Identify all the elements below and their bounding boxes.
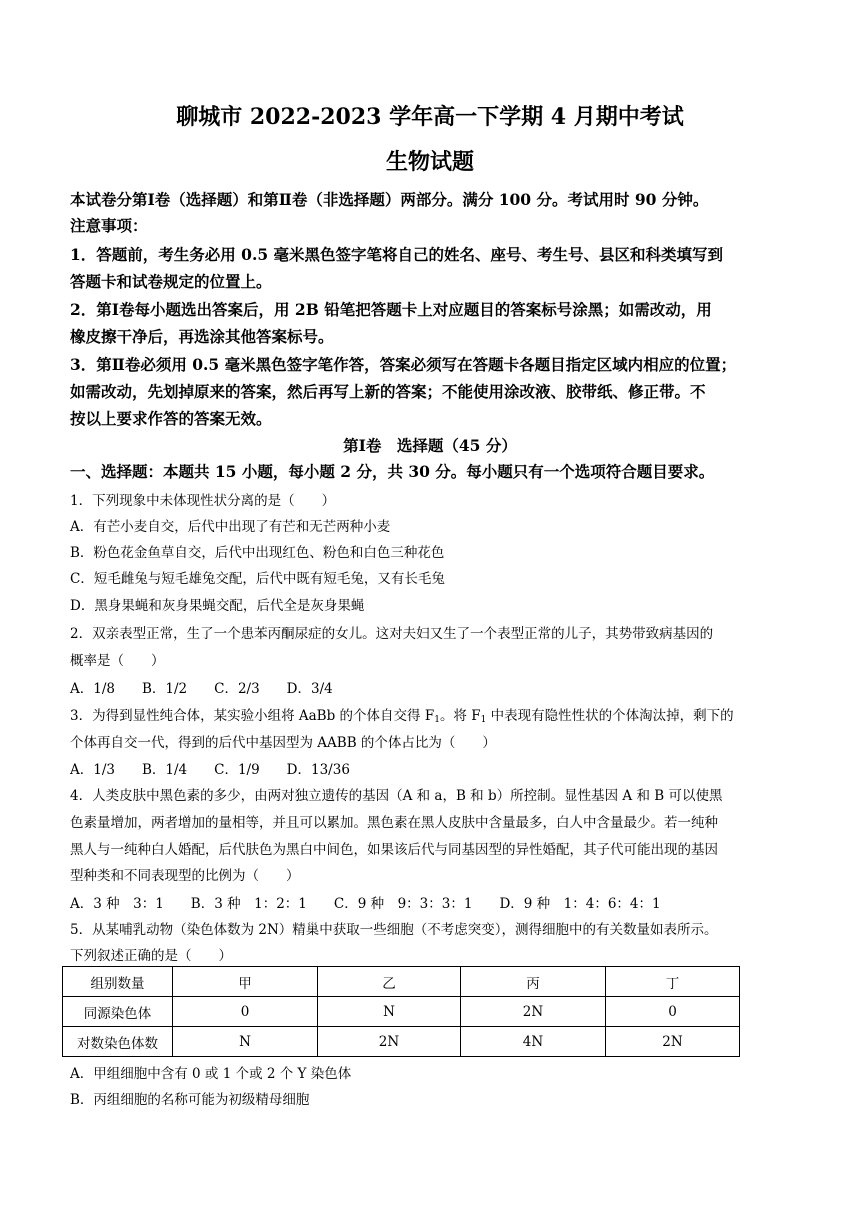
notice-2: 2．第Ⅰ卷每小题选出答案后，用 2B 铅笔把答题卡上对应题目的答案标号涂黑；如需改动，用: [70, 300, 712, 319]
question-1-option-c: C．短毛雌兔与短毛雄兔交配，后代中既有短毛兔，又有长毛兔: [70, 571, 445, 587]
table-cell: 4N: [461, 1027, 606, 1057]
table-cell: 2N: [606, 1027, 740, 1057]
question-5-stem-cont: 下列叙述正确的是（ ）: [70, 948, 232, 964]
notice-3: 3．第Ⅱ卷必须用 0.5 毫米黑色签字笔作答，答案必须写在答题卡各题目指定区域内相应的位置；: [70, 355, 737, 374]
table-cell: N: [318, 997, 461, 1027]
question-2-stem: 2．双亲表型正常，生了一个患苯丙酮尿症的女儿。这对夫妇又生了一个表型正常的儿子，其势带致病基因的: [70, 626, 714, 642]
question-4-stem: 4．人类皮肤中黑色素的多少，由两对独立遗传的基因（A 和 a，B 和 b）所控制。显性基因 A 和 B 可以使黑: [70, 788, 723, 804]
question-5-stem: 5．从某哺乳动物（染色体数为 2N）精巢中获取一些细胞（不考虑突变），测得细胞中的有关数量如表所示。: [70, 922, 718, 938]
notice-3-cont: 如需改动，先划掉原来的答案，然后再写上新的答案；不能使用涂改液、胶带纸、修正带。不: [70, 382, 706, 401]
table-cell: 2N: [461, 997, 606, 1027]
question-2-options: A．1/8 B．1/2 C．2/3 D．3/4: [70, 681, 333, 697]
question-5-option-a: A．甲组细胞中含有 0 或 1 个或 2 个 Y 染色体: [70, 1066, 352, 1082]
part-heading: 一、选择题：本题共 15 小题，每小题 2 分，共 30 分。每小题只有一个选项符合题目要求。: [70, 462, 715, 481]
table-cell: 对数染色体数: [63, 1027, 173, 1057]
question-4-stem-cont: 黑人与一纯种白人婚配，后代肤色为黑白中间色，如果该后代与同基因型的异性婚配，其子代可能出现的基因: [70, 842, 718, 858]
question-3-options: A．1/3 B．1/4 C．1/9 D．13/36: [70, 762, 350, 778]
table-header-cell: 组别数量: [63, 967, 173, 997]
question-3-stem-cont: 个体再自交一代，得到的后代中基因型为 AABB 的个体占比为（ ）: [70, 735, 496, 751]
notice-2-cont: 橡皮擦干净后，再选涂其他答案标号。: [70, 327, 334, 346]
question-2-stem-cont: 概率是（ ）: [70, 653, 165, 669]
exam-subtitle: 生物试题: [385, 149, 474, 175]
table-row: [63, 997, 740, 1027]
table-header-cell: 甲: [173, 967, 318, 997]
question-1-option-b: B．粉色花金鱼草自交，后代中出现红色、粉色和白色三种花色: [70, 545, 445, 561]
question-5-option-b: B．丙组细胞的名称可能为初级精母细胞: [70, 1092, 310, 1108]
question-3-stem: 3．为得到显性纯合体，某实验小组将 AaBb 的个体自交得 $F_1$。将 $F_1$ 中表现有隐性性状的个体淘汰掉，剩下的: [70, 708, 734, 725]
notice-1: 1．答题前，考生务必用 0.5 毫米黑色签字笔将自己的姓名、座号、考生号、县区和科类填写到: [70, 245, 724, 264]
notice-3-cont2: 按以上要求作答的答案无效。: [70, 409, 272, 428]
question-4-options: A．3 种 3：1 B．3 种 1：2：1 C．9 种 9：3：3：1 D．9 种 1：4：6：4：1: [70, 896, 661, 912]
question-4-stem-cont: 色素量增加，两者增加的量相等，并且可以累加。黑色素在黑人皮肤中含量最多，白人中含量最少。若一纯种: [70, 815, 718, 831]
table-cell: N: [173, 1027, 318, 1057]
exam-title: 聊城市 2022-2023 学年高一下学期 4 月期中考试: [176, 104, 684, 130]
intro-line: 本试卷分第Ⅰ卷（选择题）和第Ⅱ卷（非选择题）两部分。满分 100 分。考试用时 90 分钟。: [70, 190, 709, 209]
table-row: [63, 1027, 740, 1057]
table-header-cell: 丁: [606, 967, 740, 997]
notice-1-cont: 答题卡和试卷规定的位置上。: [70, 272, 272, 291]
question-5-table: [62, 966, 740, 1057]
table-cell: 0: [606, 997, 740, 1027]
table-header-row: [63, 967, 740, 997]
question-1-option-d: D．黑身果蝇和灰身果蝇交配，后代全是灰身果蝇: [70, 598, 365, 614]
notice-heading: 注意事项：: [70, 216, 148, 235]
question-1-option-a: A．有芒小麦自交，后代中出现了有芒和无芒两种小麦: [70, 519, 391, 535]
question-4-stem-cont: 型种类和不同表现型的比例为（ ）: [70, 868, 300, 884]
table-cell: 0: [173, 997, 318, 1027]
table-header-cell: 乙: [318, 967, 461, 997]
question-1-stem: 1．下列现象中未体现性状分离的是（ ）: [70, 493, 336, 509]
table-cell: 同源染色体: [63, 997, 173, 1027]
table-header-cell: 丙: [461, 967, 606, 997]
section-heading: 第Ⅰ卷 选择题（45 分）: [343, 436, 517, 455]
table-cell: 2N: [318, 1027, 461, 1057]
